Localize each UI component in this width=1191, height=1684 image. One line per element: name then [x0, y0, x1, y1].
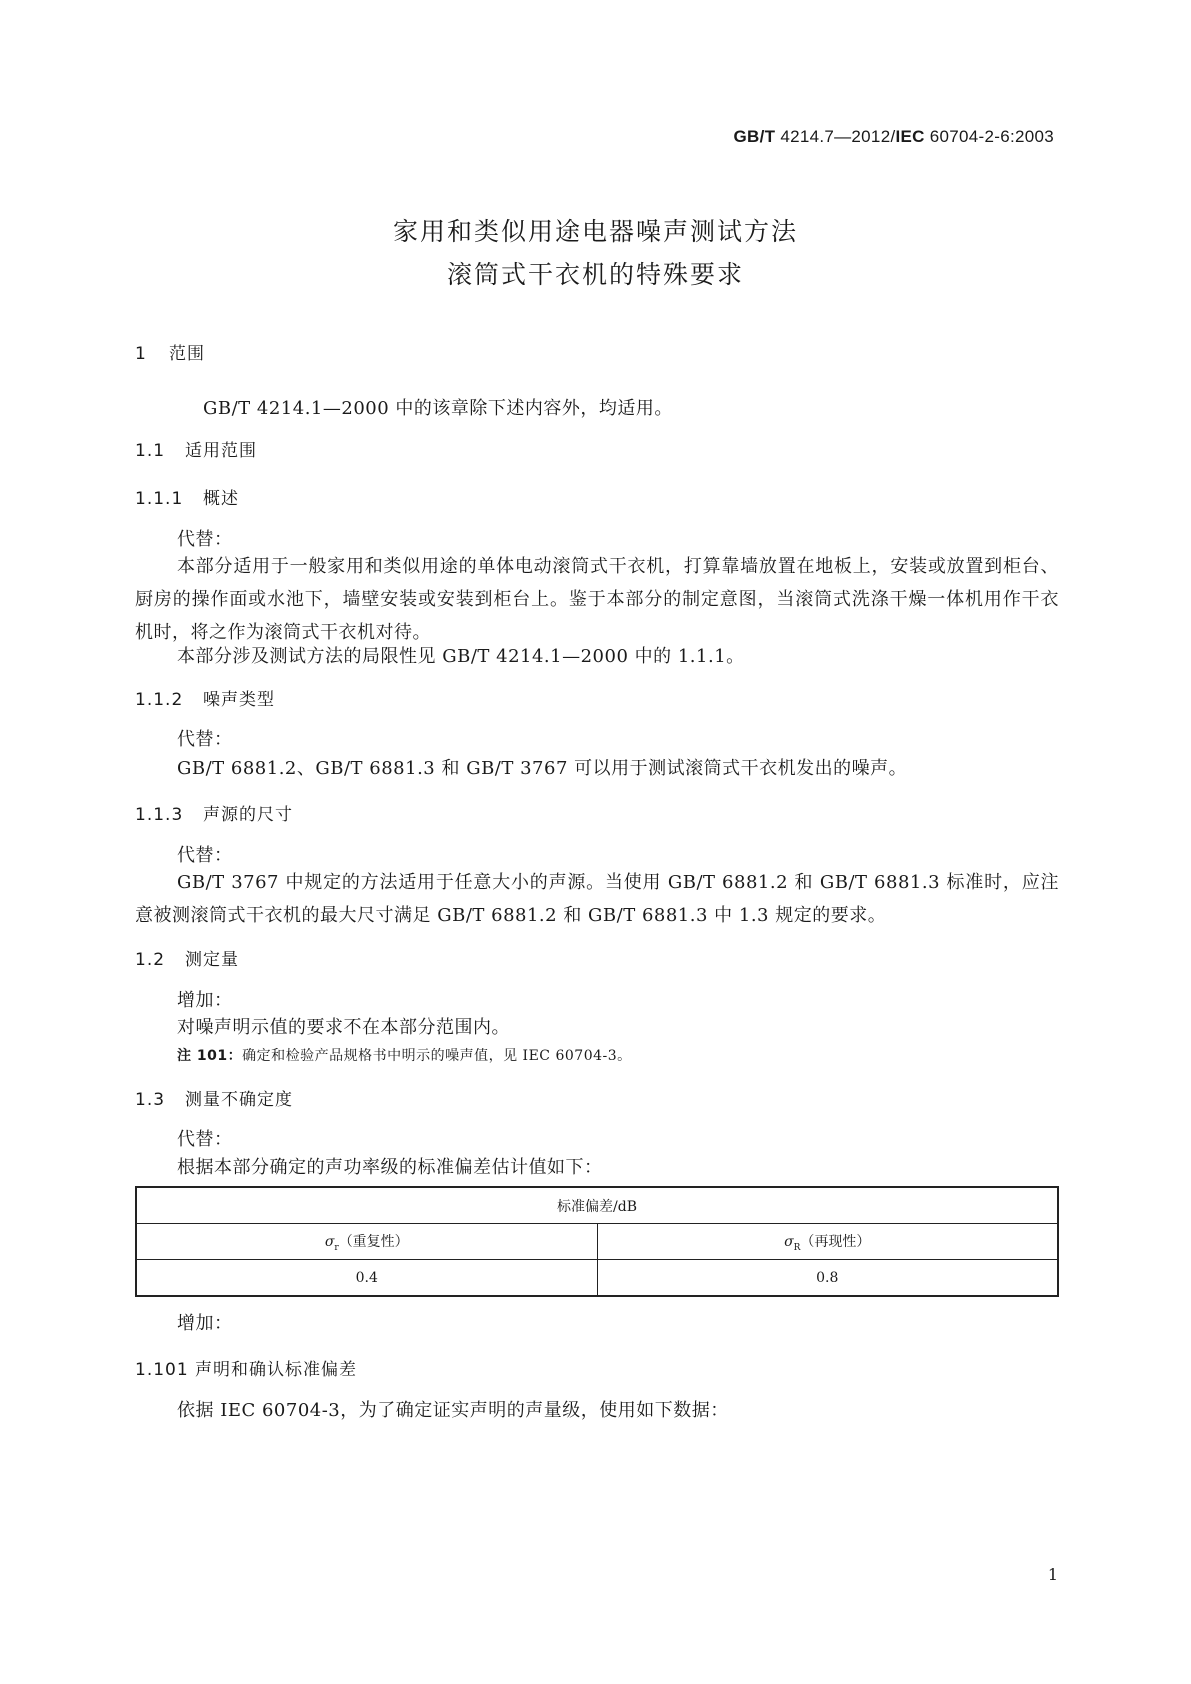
section-1-1-2-label: 代替：	[177, 729, 233, 750]
section-1-1-1-paragraph-2: 本部分涉及测试方法的局限性见 GB/T 4214.1—2000 中的 1.1.1。	[177, 646, 745, 667]
section-1-3-paragraph: 根据本部分确定的声功率级的标准偏差估计值如下：	[177, 1157, 603, 1178]
section-1-3-heading: 1.3 测量不确定度	[135, 1090, 293, 1110]
section-1-2-heading: 1.2 测定量	[135, 950, 239, 970]
section-1-1-3-heading: 1.1.3 声源的尺寸	[135, 805, 293, 825]
section-1-101-heading: 1.101 声明和确认标准偏差	[135, 1360, 357, 1380]
std-deviation-table	[135, 1186, 1059, 1297]
table-header-row	[136, 1187, 1058, 1224]
section-1-1-heading: 1.1 适用范围	[135, 441, 257, 461]
section-1-1-3-paragraph: GB/T 3767 中规定的方法适用于任意大小的声源。当使用 GB/T 6881.2 和 GB/T 6881.3 标准时，应注意被测滚筒式干衣机的最大尺寸满足 GB/T 6881.2 和 GB/T 6881.3 中 1.3 规定的要求。	[135, 872, 1059, 926]
section-1-2-paragraph: 对噪声明示值的要求不在本部分范围内。	[177, 1017, 510, 1038]
section-1-101-paragraph: 依据 IEC 60704-3，为了确定证实声明的声量级，使用如下数据：	[177, 1400, 729, 1421]
addition-label: 增加：	[177, 1313, 233, 1334]
table-header-cell: 标准偏差/dB	[136, 1187, 1058, 1224]
section-1-1-1-heading: 1.1.1 概述	[135, 489, 239, 509]
table-col-reproducibility: $\sigma_R$（再现性）	[597, 1224, 1058, 1260]
page-number: 1	[1047, 1565, 1058, 1584]
section-1-1-3-label: 代替：	[177, 845, 233, 866]
section-1-2-note: 注 101：确定和检验产品规格书中明示的噪声值，见 IEC 60704-3。	[177, 1048, 632, 1064]
table-cell-repeatability-value: 0.4	[136, 1260, 597, 1297]
section-1-1-2-paragraph: GB/T 6881.2、GB/T 6881.3 和 GB/T 3767 可以用于测试滚筒式干衣机发出的噪声。	[177, 758, 908, 779]
section-1-3-label: 代替：	[177, 1129, 233, 1150]
section-1-1-1-paragraph-1: 本部分适用于一般家用和类似用途的单体电动滚筒式干衣机，打算靠墙放置在地板上，安装或放置到柜台、厨房的操作面或水池下，墙壁安装或安装到柜台上。鉴于本部分的制定意图，当滚筒式洗涤干燥一体机用作干衣机时，将之作为滚筒式干衣机对待。	[135, 556, 1059, 643]
section-1-1-1-label: 代替：	[177, 529, 233, 550]
section-1-2-label: 增加：	[177, 990, 233, 1011]
section-1-heading: 1 范围	[135, 344, 205, 364]
section-1-1-2-heading: 1.1.2 噪声类型	[135, 690, 275, 710]
standard-number: GB/T 4214.7—2012/IEC 60704-2-6:2003	[733, 127, 1054, 146]
table-row	[136, 1224, 1058, 1260]
table-col-repeatability: $\sigma_r$（重复性）	[136, 1224, 597, 1260]
document-title-line1: 家用和类似用途电器噪声测试方法	[392, 217, 798, 246]
section-1-text: GB/T 4214.1—2000 中的该章除下述内容外，均适用。	[203, 398, 673, 419]
table-row	[136, 1260, 1058, 1297]
table-cell-reproducibility-value: 0.8	[597, 1260, 1058, 1297]
document-title-line2: 滚筒式干衣机的特殊要求	[446, 260, 744, 289]
